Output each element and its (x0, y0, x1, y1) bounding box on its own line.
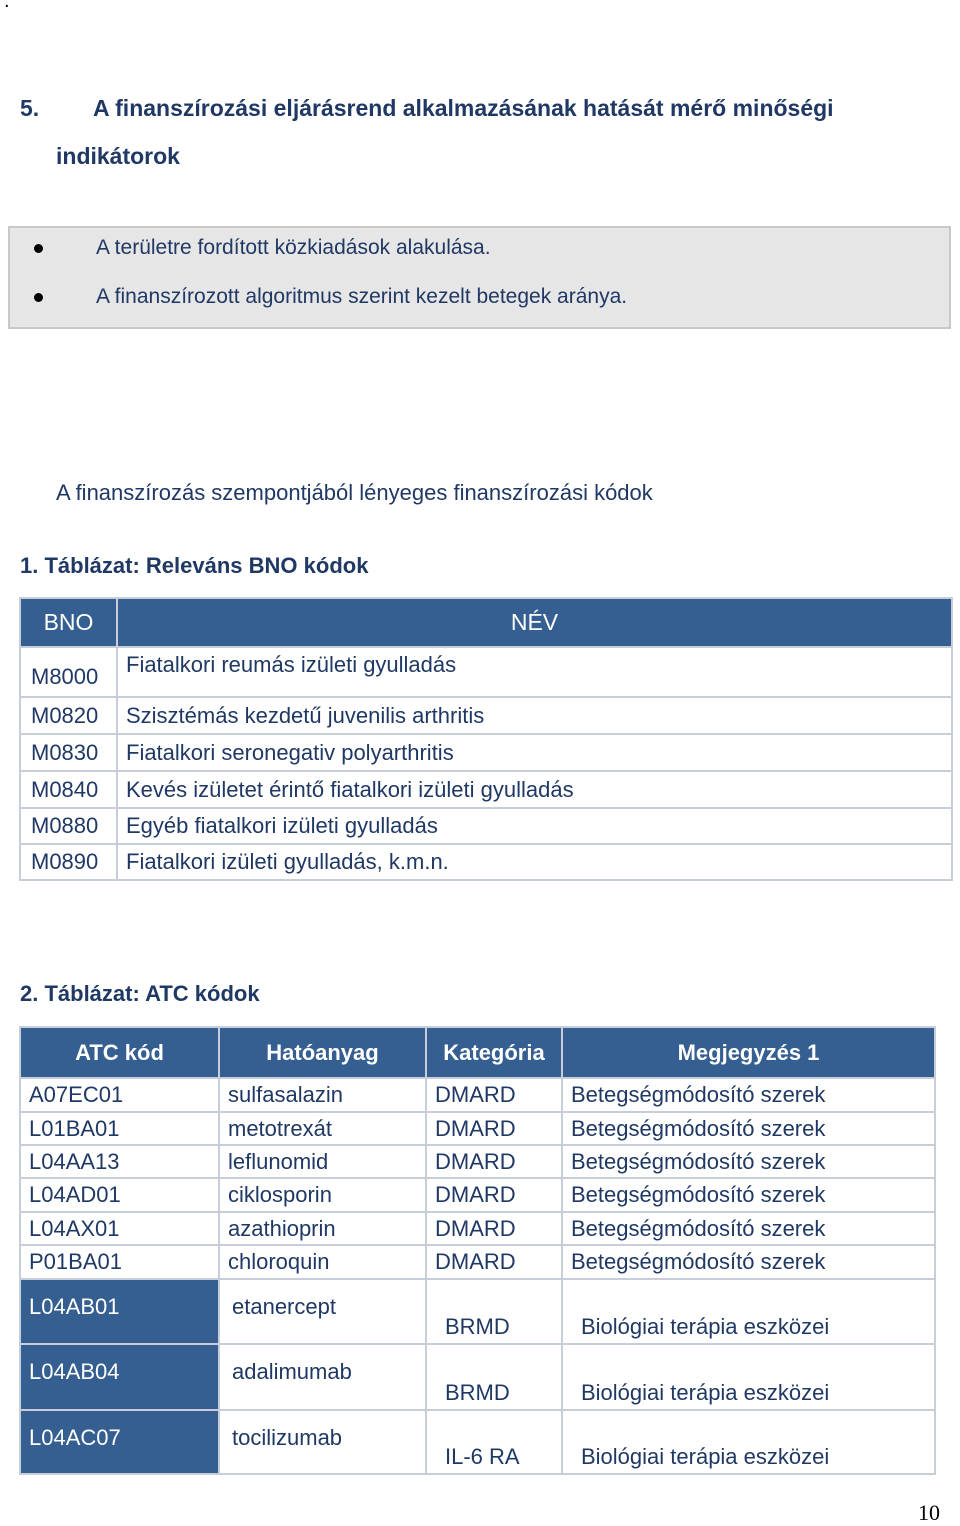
atc-note: Biológiai terápia eszközei (562, 1410, 935, 1474)
section-title-line1: A finanszírozási eljárásrend alkalmazásának hatását mérő minőségi (93, 95, 834, 121)
header-name: NÉV (117, 598, 952, 647)
atc-code: L04AB01 (20, 1279, 219, 1344)
atc-substance: adalimumab (219, 1344, 426, 1410)
indicator-item (10, 282, 949, 312)
atc-code: L01BA01 (20, 1112, 219, 1145)
bno-code: M0840 (20, 771, 117, 808)
header-substance: Hatóanyag (219, 1027, 426, 1078)
top-mark: . (4, 0, 10, 12)
bno-name: Egyéb fiatalkori izületi gyulladás (117, 808, 952, 844)
table-row (20, 1145, 935, 1178)
bno-code: M0880 (20, 808, 117, 844)
section-number: 5. (20, 95, 40, 121)
table-row (20, 1279, 935, 1344)
bno-code: M0820 (20, 697, 117, 734)
atc-substance: chloroquin (219, 1245, 426, 1279)
table-row (20, 1112, 935, 1145)
indicator-box (8, 226, 951, 329)
header-note: Megjegyzés 1 (562, 1027, 935, 1078)
bno-code: M0830 (20, 734, 117, 771)
table-row (20, 1410, 935, 1474)
atc-code: L04AD01 (20, 1178, 219, 1212)
atc-note: Betegségmódosító szerek (562, 1078, 935, 1112)
bno-name: Fiatalkori reumás izületi gyulladás (117, 647, 952, 697)
atc-category: DMARD (426, 1112, 562, 1145)
table-header-row (20, 1027, 935, 1078)
atc-note: Betegségmódosító szerek (562, 1145, 935, 1178)
atc-category: IL-6 RA (426, 1410, 562, 1474)
atc-note: Betegségmódosító szerek (562, 1112, 935, 1145)
header-bno: BNO (20, 598, 117, 647)
atc-category: DMARD (426, 1145, 562, 1178)
atc-substance: ciklosporin (219, 1178, 426, 1212)
codes-heading: A finanszírozás szempontjából lényeges finanszírozási kódok (56, 480, 653, 505)
atc-category: DMARD (426, 1245, 562, 1279)
atc-note: Biológiai terápia eszközei (562, 1344, 935, 1410)
indicator-text: A területre fordított közkiadások alakulása. (96, 236, 491, 259)
atc-substance: metotrexát (219, 1112, 426, 1145)
atc-code: A07EC01 (20, 1078, 219, 1112)
table-row (20, 1078, 935, 1112)
atc-code: L04AA13 (20, 1145, 219, 1178)
bno-code: M0890 (20, 844, 117, 880)
bullet-icon (34, 244, 43, 253)
table-row (20, 1245, 935, 1279)
bullet-icon (34, 293, 43, 302)
table-row (20, 647, 952, 697)
table-row (20, 771, 952, 808)
bno-name: Szisztémás kezdetű juvenilis arthritis (117, 697, 952, 734)
section-title-line2: indikátorok (56, 143, 180, 169)
atc-code: P01BA01 (20, 1245, 219, 1279)
atc-note: Betegségmódosító szerek (562, 1212, 935, 1245)
atc-category: DMARD (426, 1078, 562, 1112)
table-row (20, 697, 952, 734)
table-header-row (20, 598, 952, 647)
table-row (20, 1212, 935, 1245)
atc-note: Biológiai terápia eszközei (562, 1279, 935, 1344)
indicator-text: A finanszírozott algoritmus szerint kezelt betegek aránya. (96, 285, 628, 308)
atc-substance: sulfasalazin (219, 1078, 426, 1112)
atc-note: Betegségmódosító szerek (562, 1178, 935, 1212)
atc-category: BRMD (426, 1279, 562, 1344)
page-number: 10 (918, 1500, 940, 1525)
atc-substance: tocilizumab (219, 1410, 426, 1474)
table1-caption: 1. Táblázat: Releváns BNO kódok (20, 553, 369, 578)
bno-table (19, 597, 953, 881)
table-row (20, 1178, 935, 1212)
header-category: Kategória (426, 1027, 562, 1078)
indicator-item (10, 233, 949, 263)
bno-name: Fiatalkori seronegativ polyarthritis (117, 734, 952, 771)
table-row (20, 1344, 935, 1410)
bno-name: Kevés izületet érintő fiatalkori izületi gyulladás (117, 771, 952, 808)
table2-caption: 2. Táblázat: ATC kódok (20, 981, 260, 1006)
atc-code: L04AB04 (20, 1344, 219, 1410)
atc-category: BRMD (426, 1344, 562, 1410)
bno-code: M8000 (20, 647, 117, 697)
atc-table (19, 1026, 936, 1475)
atc-code: L04AX01 (20, 1212, 219, 1245)
atc-code: L04AC07 (20, 1410, 219, 1474)
header-atc-code: ATC kód (20, 1027, 219, 1078)
atc-substance: azathioprin (219, 1212, 426, 1245)
table-row (20, 734, 952, 771)
atc-substance: etanercept (219, 1279, 426, 1344)
atc-note: Betegségmódosító szerek (562, 1245, 935, 1279)
atc-category: DMARD (426, 1178, 562, 1212)
table-row (20, 844, 952, 880)
bno-name: Fiatalkori izületi gyulladás, k.m.n. (117, 844, 952, 880)
atc-category: DMARD (426, 1212, 562, 1245)
atc-substance: leflunomid (219, 1145, 426, 1178)
table-row (20, 808, 952, 844)
